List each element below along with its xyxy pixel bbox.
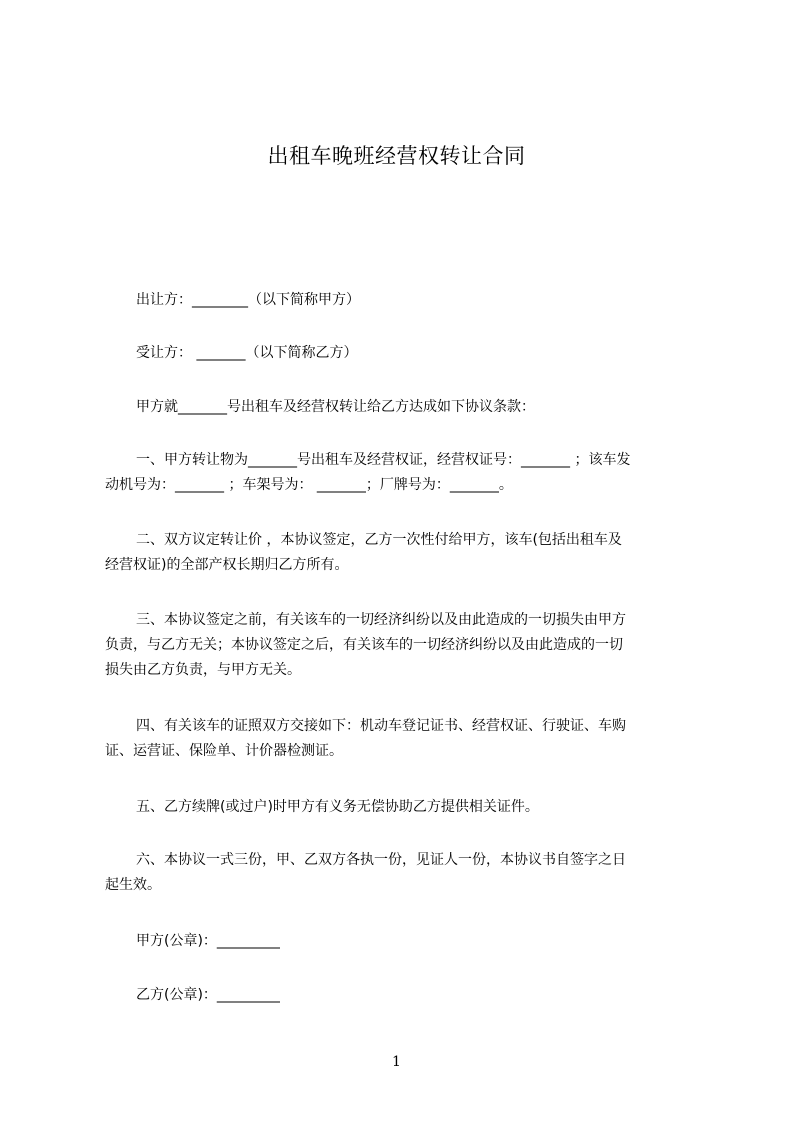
clause-5-paragraph: 五、乙方续牌(或过户)时甲方有义务无偿协助乙方提供相关证件。 xyxy=(136,799,539,815)
party-a-line: 出让方：________（以下简称甲方） xyxy=(136,292,360,308)
signature-party-b: 乙方(公章)：_________ xyxy=(136,987,280,1003)
preamble-paragraph: 甲方就_______号出租车及经营权转让给乙方达成如下协议条款： xyxy=(136,399,535,415)
signature-party-a: 甲方(公章)：_________ xyxy=(136,933,280,949)
clause-1-line-1: 一、甲方转让物为_______号出租车及经营权证，经营权证号：_______ ；该车发 xyxy=(136,452,631,468)
document-title: 出租车晚班经营权转让合同 xyxy=(267,144,526,168)
party-b-line: 受让方： _______（以下简称乙方） xyxy=(136,345,358,361)
clause-4-line-1: 四、有关该车的证照双方交接如下：机动车登记证书、经营权证、行驶证、车购 xyxy=(136,718,626,734)
clause-3-line-1: 三、本协议签定之前，有关该车的一切经济纠纷以及由此造成的一切损失由甲方 xyxy=(136,612,626,628)
clause-2-line-1: 二、双方议定转让价 ，本协议签定，乙方一次性付给甲方，该车(包括出租车及 xyxy=(136,532,622,548)
clause-3-line-3: 损失由乙方负责，与甲方无关。 xyxy=(105,662,301,678)
clause-6-line-1: 六、本协议一式三份，甲、乙双方各执一份，见证人一份，本协议书自签字之日 xyxy=(136,852,626,868)
clause-3-paragraph xyxy=(105,608,702,683)
clause-2-line-2: 经营权证)的全部产权长期归乙方所有。 xyxy=(105,557,349,573)
clause-3-line-2: 负责，与乙方无关；本协议签定之后，有关该车的一切经济纠纷以及由此造成的一切 xyxy=(105,637,623,653)
clause-1-line-2: 动机号为：_______ ；车架号为： _______；厂牌号为：_______。 xyxy=(105,477,513,493)
clause-1-paragraph xyxy=(105,448,702,498)
page-number: 1 xyxy=(392,1054,401,1070)
clause-4-paragraph xyxy=(105,714,702,764)
clause-6-paragraph xyxy=(105,848,702,898)
clause-2-paragraph xyxy=(105,528,702,578)
clause-4-line-2: 证、运营证、保险单、计价器检测证。 xyxy=(105,743,343,759)
clause-6-line-2: 起生效。 xyxy=(105,877,161,893)
